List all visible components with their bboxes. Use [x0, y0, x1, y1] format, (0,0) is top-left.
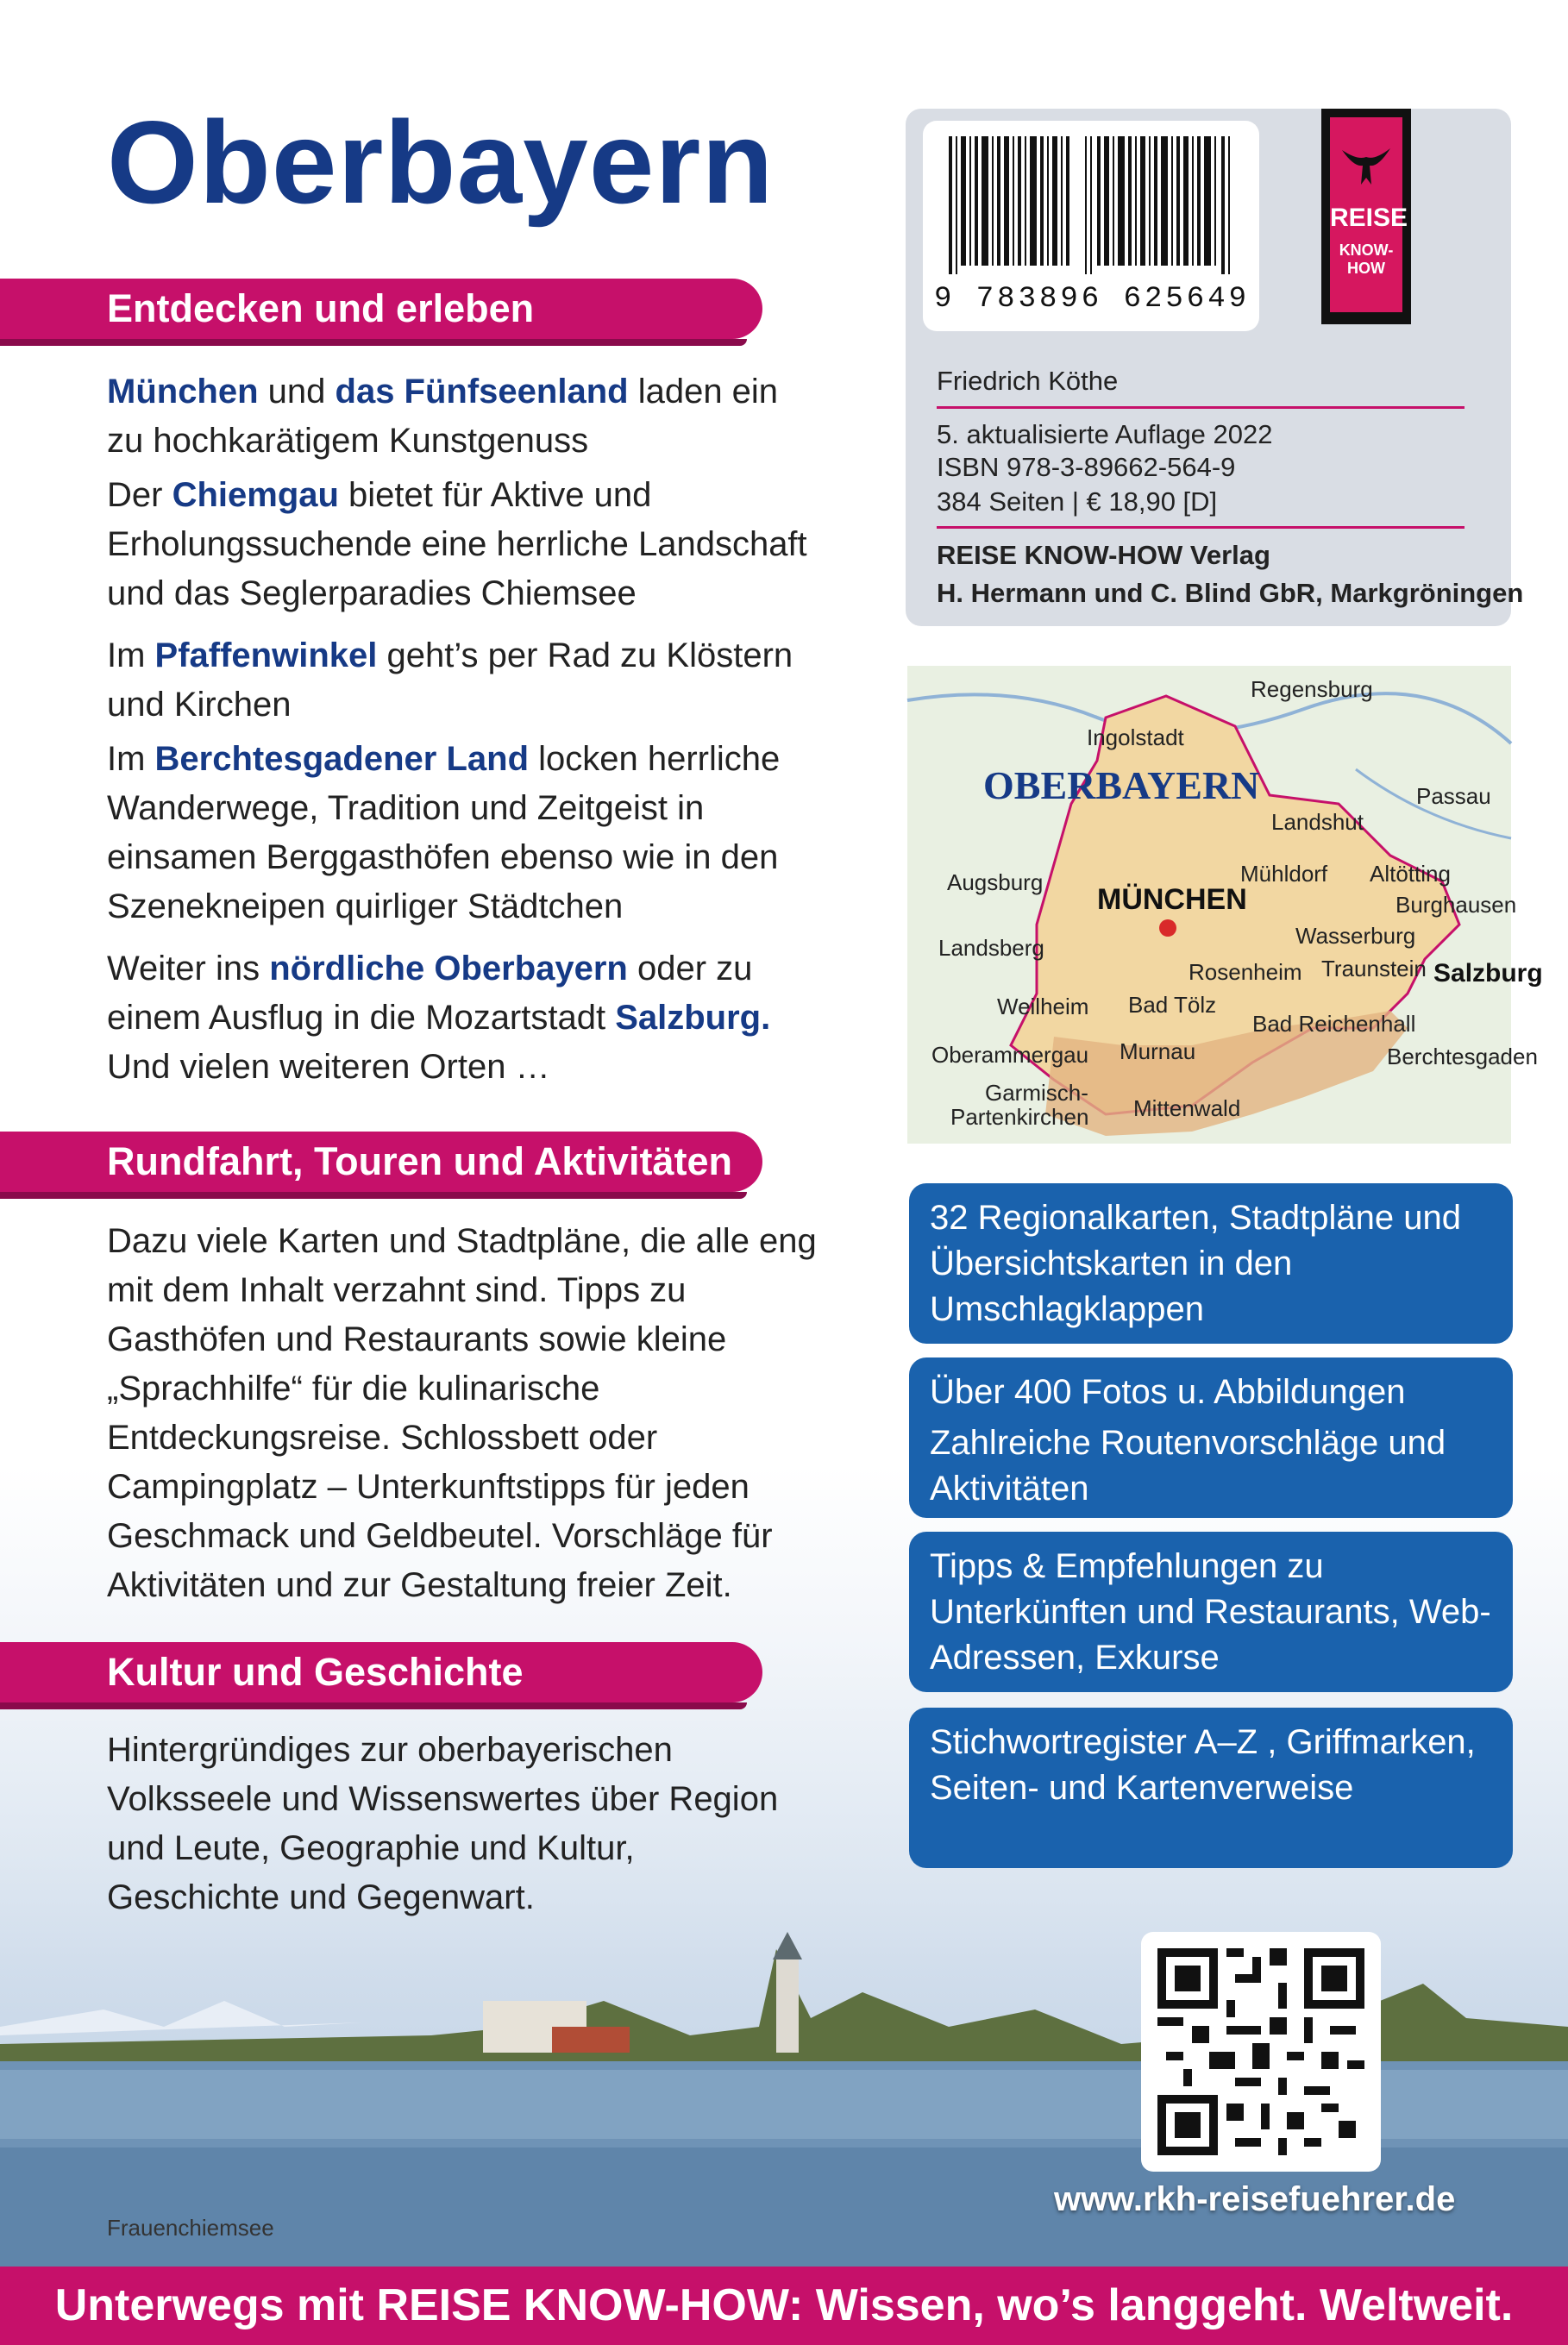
map-city: Burghausen — [1396, 892, 1517, 918]
intro-paragraph-1 — [107, 367, 823, 466]
map-region-label: OBERBAYERN — [983, 763, 1260, 807]
feature-text: Stichwortregister A–Z , Griffmarken, Seiten- und Kartenverweise — [930, 1723, 1476, 1807]
edition-info: 5. aktualisierte Auflage 2022 — [937, 419, 1273, 449]
kultur-paragraph: Hintergründiges zur oberbayerischen Volksseele und Wissenswertes über Region und Leute, Geographie und Kultur, Geschichte und Gegenwart. — [107, 1731, 779, 1916]
text-segment: Weiter ins — [107, 950, 270, 988]
text-segment: Im — [107, 636, 155, 674]
highlight-salzburg: Salzburg. — [615, 999, 771, 1037]
highlight-chiemgau: Chiemgau — [172, 476, 339, 514]
author-name: Friedrich Köthe — [937, 366, 1119, 396]
map-city: Landsberg — [938, 935, 1044, 961]
bird-icon — [1340, 141, 1392, 190]
map-city: Traunstein — [1321, 956, 1427, 981]
text-segment: und — [258, 373, 336, 411]
section-heading-discover: Entdecken und erleben — [0, 279, 762, 339]
section-heading-touren: Rundfahrt, Touren und Aktivitäten — [0, 1132, 762, 1192]
map-city: Mühldorf — [1240, 861, 1328, 887]
map-city: Rosenheim — [1189, 959, 1302, 985]
text-segment: Und vielen weiteren Orten … — [107, 1048, 550, 1086]
feature-text: Über 400 Fotos u. Abbildungen — [930, 1373, 1406, 1411]
map-city: Murnau — [1120, 1038, 1196, 1064]
map-city: Passau — [1416, 783, 1491, 809]
map-city: Bad Tölz — [1128, 992, 1217, 1018]
feature-text: 32 Regionalkarten, Stadtpläne und Übersichtskarten in den Umschlagklappen — [930, 1199, 1462, 1328]
text-segment: bietet für Aktive und Erholungssuchende eine herrliche Landschaft und das Seglerparadies Chiemsee — [107, 476, 807, 612]
touren-paragraph: Dazu viele Karten und Stadtpläne, die alle eng mit dem Inhalt verzahnt sind. Tipps zu Gasthöfen und Restaurants sowie kleine „Sprachhilfe“ für die kulinarische Entdeckungsreise. Schlossbett oder Campingplatz – Unterkunftstipps für jeden Geschmack und Geldbeutel. Vorschläge für Aktivitäten und zur Gestaltung freier Zeit. — [107, 1222, 817, 1604]
barcode-number: 9 783896 625649 — [933, 283, 1251, 316]
qr-code-pattern — [1157, 1948, 1364, 2155]
logo-text-reise: REISE — [1330, 204, 1408, 232]
feature-box-tips — [909, 1532, 1513, 1692]
map-city: Weilheim — [997, 994, 1089, 1019]
intro-paragraph-2 — [107, 471, 823, 618]
feature-box-photos — [909, 1357, 1513, 1518]
map-city: Mittenwald — [1133, 1095, 1241, 1121]
feature-text: Zahlreiche Routenvorschläge und Aktivitäten — [930, 1424, 1446, 1508]
highlight-noerdliches-oberbayern: nördliche Oberbayern — [269, 950, 628, 988]
text-segment: locken herrliche Wanderwege, Tradition und Zeitgeist in einsamen Berggasthöfen ebenso wie in den Szenekneipen quirliger Städtchen — [107, 740, 781, 925]
barcode-bars — [949, 136, 1233, 274]
map-city: Altötting — [1370, 861, 1451, 887]
logo-text-know-how: KNOW-HOW — [1339, 241, 1394, 277]
highlight-muenchen: München — [107, 373, 259, 411]
website-link[interactable]: www.rkh-reisefuehrer.de — [1054, 2180, 1456, 2218]
footer-slogan: Unterwegs mit REISE KNOW-HOW: Wissen, wo’s langgeht. Weltweit. — [0, 2267, 1568, 2345]
map-city: Partenkirchen — [950, 1104, 1089, 1130]
map-city: Wasserburg — [1295, 923, 1416, 949]
map-city-salzburg: Salzburg — [1433, 959, 1543, 988]
highlight-berchtesgadener-land: Berchtesgadener Land — [154, 740, 530, 778]
map-city-muenchen: MÜNCHEN — [1097, 883, 1247, 916]
map-city: Oberammergau — [931, 1042, 1089, 1068]
isbn-info: ISBN 978-3-89662-564-9 — [937, 452, 1236, 482]
intro-paragraph-5 — [107, 944, 823, 1092]
map-city: Regensburg — [1251, 676, 1373, 702]
intro-paragraph-3 — [107, 631, 823, 730]
text-segment: Im — [107, 740, 155, 778]
map-city: Garmisch- — [985, 1080, 1088, 1106]
divider — [937, 406, 1465, 409]
highlight-pfaffenwinkel: Pfaffenwinkel — [154, 636, 378, 674]
text-segment: oder zu einem Ausflug in die Mozartstadt — [107, 950, 753, 1037]
map-city: Berchtesgaden — [1387, 1044, 1538, 1069]
feature-text: Tipps & Empfehlungen zu Unterkünften und Restaurants, Web-Adressen, Exkurse — [930, 1547, 1491, 1677]
highlight-fuenfseenland: das Fünfseenland — [335, 373, 629, 411]
section-heading-kultur: Kultur und Geschichte — [0, 1642, 762, 1702]
pages-price-info: 384 Seiten | € 18,90 [D] — [937, 486, 1218, 517]
intro-paragraph-4 — [107, 735, 823, 931]
feature-box-maps — [909, 1183, 1513, 1344]
publisher-logo — [1321, 109, 1411, 324]
publisher-name: REISE KNOW-HOW Verlag — [937, 540, 1270, 570]
map-city: Landshut — [1271, 809, 1364, 835]
text-segment: geht’s per Rad zu Klöstern und Kirchen — [107, 636, 793, 724]
feature-box-index — [909, 1708, 1513, 1868]
publisher-address: H. Hermann und C. Blind GbR, Markgröningen — [937, 578, 1524, 608]
map-city: Augsburg — [947, 869, 1044, 895]
map-city: Bad Reichenhall — [1252, 1011, 1416, 1037]
photo-caption: Frauenchiemsee — [107, 2215, 274, 2241]
map-city: Ingolstadt — [1087, 724, 1184, 750]
qr-code[interactable] — [1141, 1932, 1381, 2172]
text-segment: Der — [107, 476, 172, 514]
region-map — [907, 666, 1543, 1144]
text-segment: laden ein zu hochkarätigem Kunstgenuss — [107, 373, 779, 460]
page-title: Oberbayern — [107, 97, 775, 228]
divider — [937, 526, 1465, 529]
